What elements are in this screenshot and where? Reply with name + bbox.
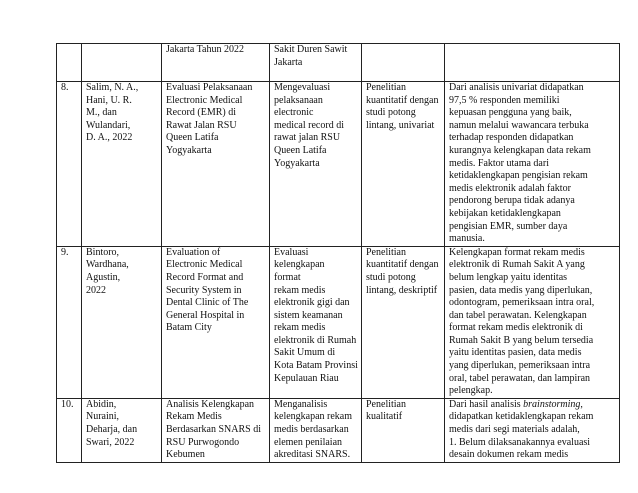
cell-result: Dari analisis univariat didapatkan 97,5 % responden memiliki kepuasan pengguna yang baik, namun melalui wawancara terbuka terhadap responden didapatkan kurangnya kelengkapan data rekam medis. Faktor utama dari ketidaklengkapan pengisian rekam medis elektronik adalah faktor pendorong berupa tidak adanya kebijakan ketidaklengkapan pengisian EMR, sumber daya manusia. — [445, 82, 620, 247]
cell-title: Analisis Kelengkapan Rekam Medis Berdasarkan SNARS di RSU Purwogondo Kebumen — [162, 398, 270, 462]
table-row — [57, 398, 620, 462]
cell-number: 8. — [57, 82, 82, 247]
table-row — [57, 246, 620, 398]
literature-review-table — [56, 43, 620, 463]
cell-method: Penelitian kualitatif — [362, 398, 445, 462]
cell-purpose: Mengevaluasi pelaksanaan electronic medical record di rawat jalan RSU Queen Latifa Yogyakarta — [270, 82, 362, 247]
table-row — [57, 44, 620, 82]
cell-title: Evaluation of Electronic Medical Record Format and Security System in Dental Clinic of The General Hospital in Batam City — [162, 246, 270, 398]
cell-author — [82, 44, 162, 82]
cell-author: Abidin, Nuraini, Deharja, dan Swari, 2022 — [82, 398, 162, 462]
cell-number — [57, 44, 82, 82]
cell-method — [362, 44, 445, 82]
cell-purpose: Evaluasi kelengkapan format rekam medis elektronik gigi dan sistem keamanan rekam medis elektronik di Rumah Sakit Umum di Kota Batam Provinsi Kepulauan Riau — [270, 246, 362, 398]
cell-number: 9. — [57, 246, 82, 398]
result-text-suffix: , didapatkan ketidaklengkapan rekam medis dari segi materials adalah, 1. Belum dilaksanakannya evaluasi desain dokumen rekam medis — [449, 398, 594, 461]
cell-title: Jakarta Tahun 2022 — [162, 44, 270, 82]
cell-title: Evaluasi Pelaksanaan Electronic Medical Record (EMR) di Rawat Jalan RSU Queen Latifa Yogyakarta — [162, 82, 270, 247]
cell-result: Kelengkapan format rekam medis elektronik di Rumah Sakit A yang belum lengkap yaitu identitas pasien, data medis yang diperlukan, odontogram, pemeriksaan intra oral, dan tabel perawatan. Kelengkapan format rekam medis elektronik di Rumah Sakit B yang belum tersedia yaitu identitas pasien, data medis yang diperlukan, pemeriksaan intra oral, tabel perawatan, dan lampiran pelengkap. — [445, 246, 620, 398]
cell-number: 10. — [57, 398, 82, 462]
cell-result — [445, 398, 620, 462]
result-text-italic: brainstorming — [523, 398, 581, 410]
cell-purpose: Menganalisis kelengkapan rekam medis berdasarkan elemen penilaian akreditasi SNARS. — [270, 398, 362, 462]
cell-result — [445, 44, 620, 82]
cell-purpose: Sakit Duren Sawit Jakarta — [270, 44, 362, 82]
cell-method: Penelitian kuantitatif dengan studi potong lintang, deskriptif — [362, 246, 445, 398]
table-row — [57, 82, 620, 247]
result-text-prefix: Dari hasil analisis — [449, 398, 524, 410]
cell-method: Penelitian kuantitatif dengan studi potong lintang, univariat — [362, 82, 445, 247]
cell-author: Bintoro, Wardhana, Agustin, 2022 — [82, 246, 162, 398]
cell-author: Salim, N. A., Hani, U. R. M., dan Wulandari, D. A., 2022 — [82, 82, 162, 247]
